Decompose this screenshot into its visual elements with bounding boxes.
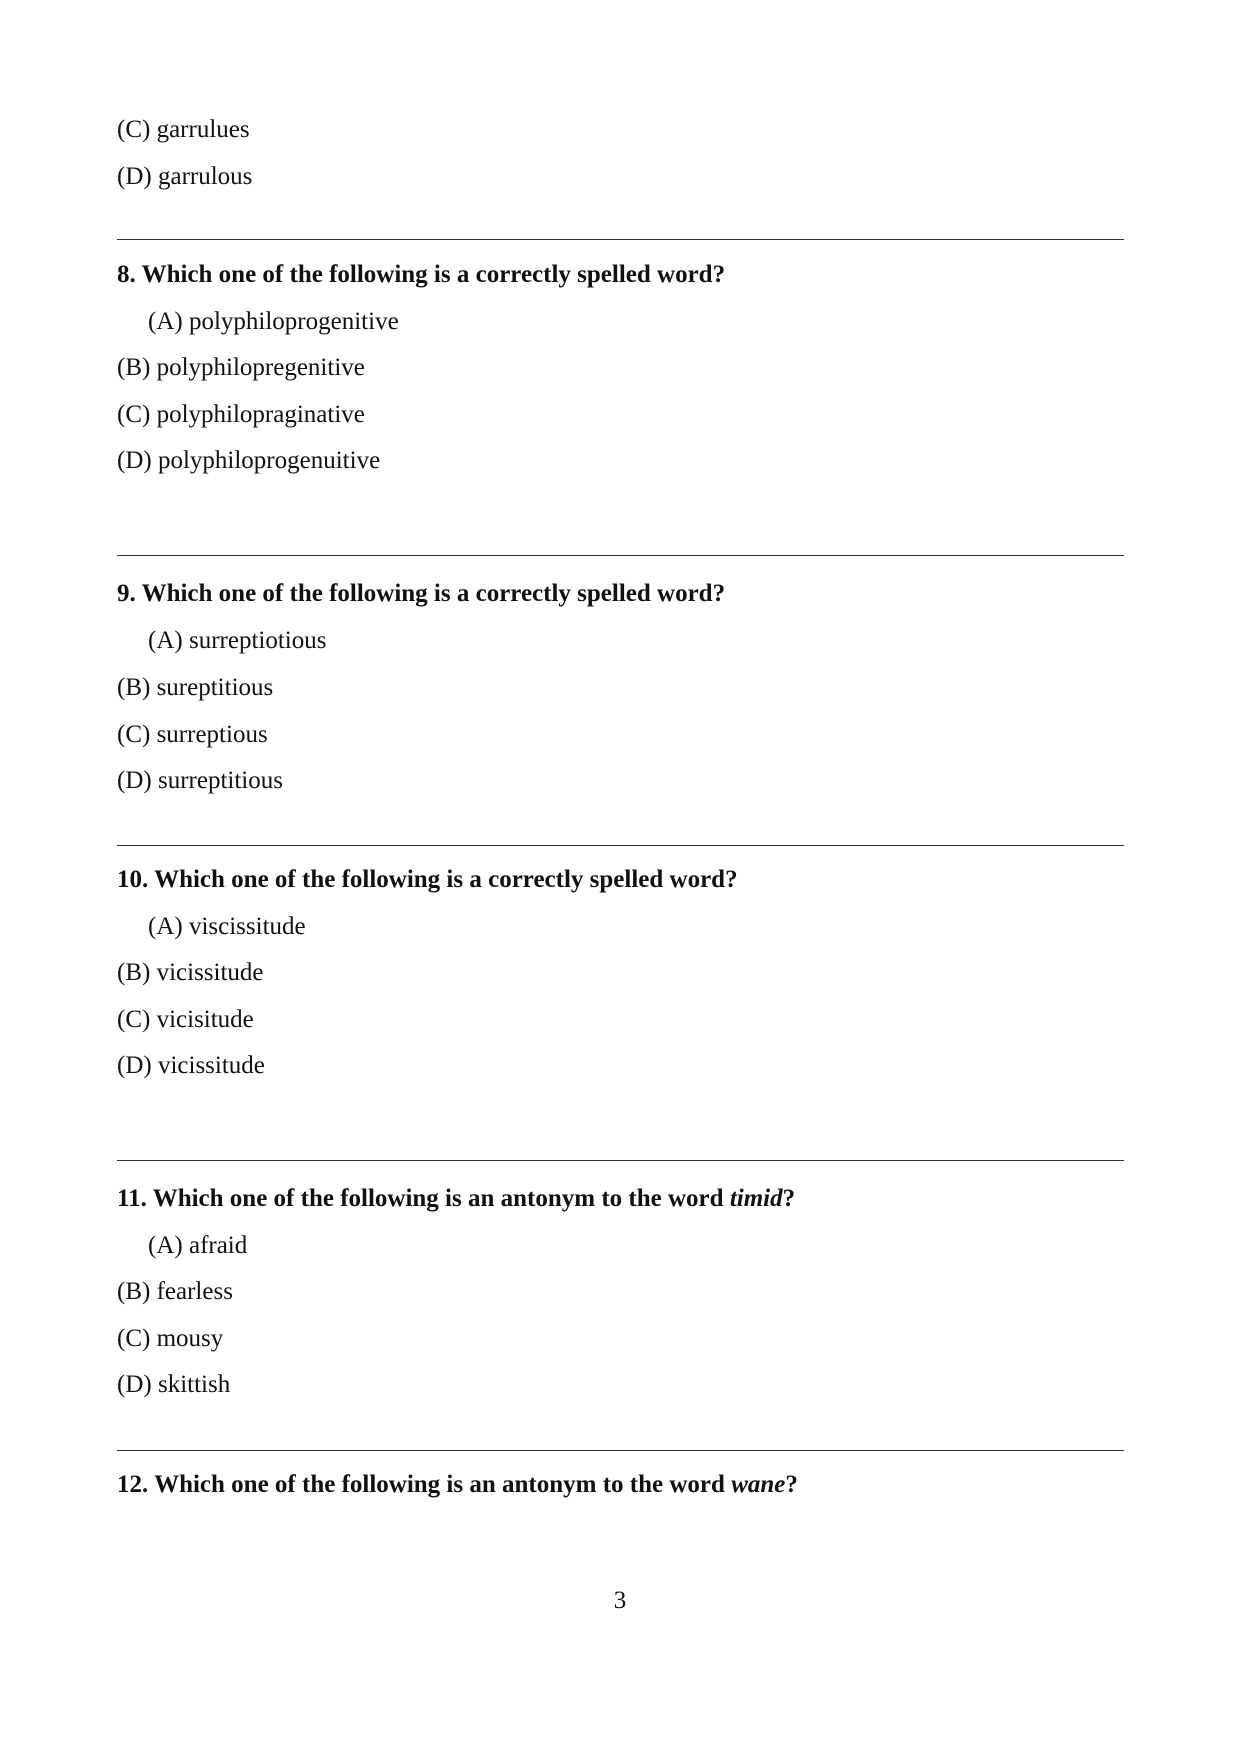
divider <box>117 1450 1124 1451</box>
option-9-a: (A) surreptiotious <box>148 627 327 654</box>
divider <box>117 1160 1124 1161</box>
option-10-b: (B) vicissitude <box>117 959 264 986</box>
divider <box>117 555 1124 556</box>
question-keyword: timid <box>729 1185 783 1212</box>
option-11-a: (A) afraid <box>148 1232 248 1259</box>
option-8-b: (B) polyphilopregenitive <box>117 354 365 381</box>
question-11: 11. Which one of the following is an antonym to the word timid? <box>117 1185 796 1212</box>
option-7-c: (C) garrulues <box>117 116 250 143</box>
option-8-c: (C) polyphilopraginative <box>117 401 365 428</box>
option-9-b: (B) sureptitious <box>117 674 274 701</box>
option-8-a: (A) polyphiloprogenitive <box>148 308 399 335</box>
divider <box>117 239 1124 240</box>
question-12: 12. Which one of the following is an antonym to the word wane? <box>117 1471 798 1498</box>
option-9-d: (D) surreptitious <box>117 767 283 794</box>
page-number: 3 <box>613 1587 627 1614</box>
question-10: 10. Which one of the following is a correctly spelled word? <box>117 866 738 893</box>
option-11-b: (B) fearless <box>117 1278 233 1305</box>
option-10-d: (D) vicissitude <box>117 1052 265 1079</box>
option-11-c: (C) mousy <box>117 1325 224 1352</box>
question-8: 8. Which one of the following is a correctly spelled word? <box>117 261 726 288</box>
option-10-a: (A) viscissitude <box>148 913 306 940</box>
option-9-c: (C) surreptious <box>117 721 268 748</box>
divider <box>117 845 1124 846</box>
option-10-c: (C) vicisitude <box>117 1006 254 1033</box>
option-8-d: (D) polyphiloprogenuitive <box>117 447 381 474</box>
option-11-d: (D) skittish <box>117 1371 231 1398</box>
option-7-d: (D) garrulous <box>117 163 253 190</box>
question-keyword: wane <box>731 1471 786 1498</box>
question-9: 9. Which one of the following is a correctly spelled word? <box>117 580 726 607</box>
